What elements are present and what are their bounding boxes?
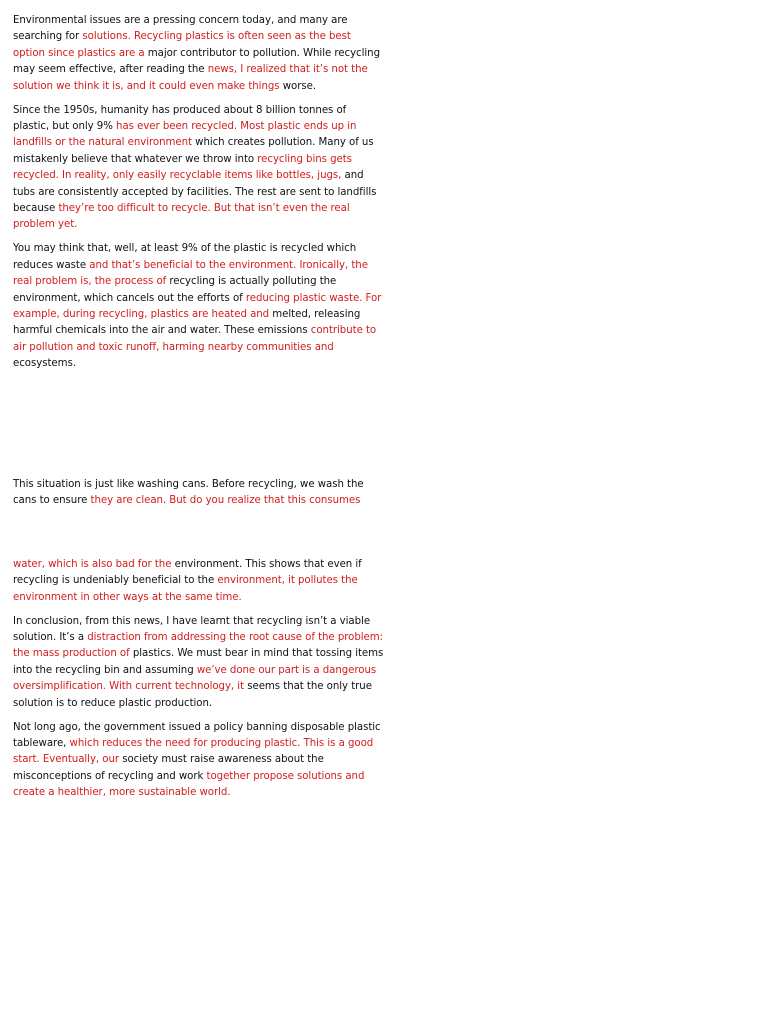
body-text: seems that the only true solution is to reduce plastic production. <box>13 681 372 709</box>
highlighted-text: we’ve done our part is a dangerous oversimplification. With current technology, it <box>13 664 377 693</box>
body-text: major contributor to pollution. While recycling may seem effective, after reading the <box>13 47 380 76</box>
body-text: melted, releasing harmful chemicals into the air and water. These emissions <box>13 308 361 337</box>
highlighted-text: together propose solutions and create a healthier, more sustainable world. <box>13 770 365 799</box>
highlighted-text: solutions. Recycling plastics is often seen as the best option since plastics are a <box>13 31 351 59</box>
highlighted-text: which reduces the need for producing plastic. This is a good start. Eventually, our <box>13 737 374 766</box>
highlighted-text: environment, it pollutes the environment in other ways at the same time. <box>13 575 358 603</box>
highlighted-text: they are clean. But do you realize that this consumes <box>90 495 361 507</box>
paragraph-intro <box>13 13 385 95</box>
blank-space <box>13 510 385 557</box>
highlighted-text: and that’s beneficial to the environment. Ironically, the real problem is, the process of <box>13 259 368 288</box>
paragraph-washing-cans <box>13 477 385 510</box>
body-text: worse. <box>279 80 317 92</box>
paragraph-policy <box>13 720 385 802</box>
highlighted-text: reducing plastic waste. For example, during recycling, plastics are heated and <box>13 292 382 320</box>
body-text: plastics. We must bear in mind that tossing items into the recycling bin and assuming <box>13 648 384 676</box>
paragraph-statistics <box>13 103 385 234</box>
blank-space <box>13 380 385 477</box>
body-text: ecosystems. <box>13 358 76 370</box>
highlighted-text: they’re too difficult to recycle. But that isn’t even the real problem yet. <box>13 202 350 231</box>
body-text: This situation is just like washing cans. Before recycling, we wash the cans to ensure <box>13 479 364 507</box>
body-text: Environmental issues are a pressing concern today, and many are searching for <box>13 15 348 43</box>
body-text: environment. This shows that even if recycling is undeniably beneficial to the <box>13 558 362 587</box>
highlighted-text: distraction from addressing the root cause of the problem: the mass production of <box>13 631 384 660</box>
body-text: society must raise awareness about the misconceptions of recycling and work <box>13 754 324 782</box>
paragraph-water <box>13 557 385 606</box>
body-text: which creates pollution. Many of us mistakenly believe that whatever we throw into <box>13 137 374 165</box>
body-text: Not long ago, the government issued a policy banning disposable plastic tableware, <box>13 721 381 749</box>
body-text: and tubs are consistently accepted by facilities. The rest are sent to landfills because <box>13 170 377 214</box>
body-text: Since the 1950s, humanity has produced about 8 billion tonnes of plastic, but only 9% <box>13 104 347 132</box>
highlighted-text: news, I realized that it’s not the solution we think it is, and it could even make things <box>13 64 368 92</box>
highlighted-text: contribute to air pollution and toxic runoff, harming nearby communities and <box>13 325 377 353</box>
paragraph-process <box>13 241 385 372</box>
highlighted-text: recycling bins gets recycled. In reality, only easily recyclable items like bottles, jugs, <box>13 153 352 182</box>
body-text: recycling is actually polluting the environment, which cancels out the efforts of <box>13 276 337 304</box>
body-text: You may think that, well, at least 9% of the plastic is recycled which reduces waste <box>13 243 357 271</box>
essay-document <box>13 13 385 809</box>
body-text: In conclusion, from this news, I have learnt that recycling isn’t a viable solution. It’s a <box>13 615 371 643</box>
highlighted-text: water, which is also bad for the <box>13 558 172 570</box>
paragraph-conclusion <box>13 614 385 712</box>
highlighted-text: has ever been recycled. Most plastic ends up in landfills or the natural environment <box>13 120 357 149</box>
